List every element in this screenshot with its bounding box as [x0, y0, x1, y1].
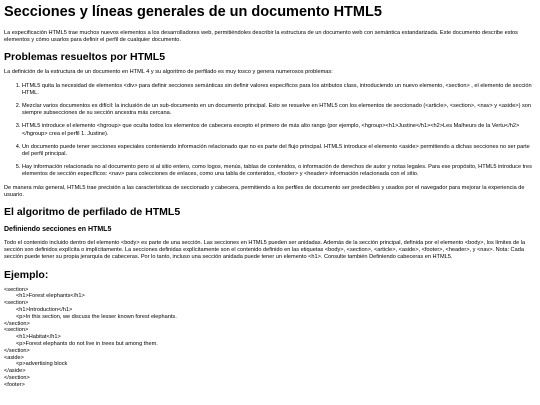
- code-line: <section>: [4, 300, 29, 307]
- code-line: <p>advertising block: [16, 361, 68, 368]
- algorithm-subheading: Definiendo secciones en HTML5: [4, 226, 112, 234]
- problems-lead: La definición de la estructura de un documento en HTML 4 y su algoritmo de perfilado es muy tosco y genera numerosos problemas:: [4, 69, 333, 76]
- intro-paragraph: La especificación HTML5 trae muchos nuevos elementos a los desarrolladores web, permitiéndoles describir la estructura de un documento web con semántica estandarizada. Este documento describe estos elementos y cómo usarlos para definir el perfil de cualquier documento.: [4, 30, 518, 44]
- code-line: <h1>Forest elephants</h1>: [16, 293, 85, 300]
- list-item: 4. Un documento puede tener secciones especiales conteniendo información relacionado que no es parte del flujo principal. HTML5 introduce el elemento <aside> permitiendo a dichas secciones no ser parte del perfil principal.: [22, 144, 536, 158]
- algorithm-body: Todo el contenido incluido dentro del elemento <body> es parte de una sección. Las secciones en HTML5 pueden ser anidadas. Además de la sección principal, definida por el elemento <body>, los límites de la sección son definidos explícita o implícitamente. La secciones definidas explícitamente son el contenido definido en las etiquetas <body>, <section>, <article>, <aside>, <footer>, <header>, y <nav>. Nota: Cada sección puede tener su propia jerarquía de cabeceras. Por lo tanto, incluso una sección anidada puede tener un elemento <h1>. Consulte también Definiendo cabeceras en HTML5.: [4, 240, 526, 261]
- problems-list: [4, 83, 536, 179]
- list-item: 5. Hay información relacionada no al documento pero si al sitio entero, como logos, menús, tablas de contenidos, o información de derechos de autor y notas legales. Para ese propósito, HTML5 introduce tres elementos de sección específicos: <nav> para colecciones de enlaces, como una tabla de contenidos, <footer> y <header> información relacionada con el sitio.: [22, 164, 536, 178]
- problems-closing: De manera más general, HTML5 trae precisión a las características de seccionado y cabecera, permitiendo a los perfiles de documento ser predecibles y usados por el navegador para mejorar la experiencia de usuario.: [4, 184, 525, 198]
- example-code: [4, 287, 536, 389]
- problems-heading: Problemas resueltos por HTML5: [4, 51, 166, 64]
- code-line: </aside>: [4, 368, 26, 375]
- list-item: 2. Mezclar varios documentos es difícil: la inclusión de un sub-documento en un documento principal. Esto se resuelve en HTML5 con los elementos de seccionado (<article>, <section>, <nav> y <aside>) son siempre subsecciones de su sección ancestra más cercana.: [22, 103, 536, 117]
- code-line: <h1>Habitat</h1>: [16, 334, 61, 341]
- code-line: <footer>: [4, 381, 25, 388]
- code-line: </section>: [4, 375, 30, 382]
- code-line: <p>Forest elephants do not live in trees but among them.: [16, 341, 158, 348]
- list-item: 3. HTML5 introduce el elemento <hgroup> que oculta todos los elementos de cabecera excepto el primero de más alto rango (por ejemplo, <hgroup><h1>Justine</h1><h2>Les Malheurs de la Vertu</h2></hgroup> crea el perfil 1. Justine).: [22, 123, 536, 137]
- code-line: <aside>: [4, 354, 24, 361]
- example-heading: Ejemplo:: [4, 268, 49, 281]
- list-item: 1. HTML5 quita la necesidad de elementos <div> para definir secciones semánticas sin definir valores específicos para los atributos class, introduciendo un nuevo elemento, <section> , el elemento de sección HTML.: [22, 83, 536, 97]
- code-line: <section>: [4, 327, 29, 334]
- page-title: Secciones y líneas generales de un documento HTML5: [4, 4, 382, 20]
- code-line: <p>In this section, we discuss the lesser known forest elephants.: [16, 313, 177, 320]
- code-line: </section>: [4, 320, 30, 327]
- code-line: <h1>Introduction</h1>: [16, 307, 73, 314]
- algorithm-heading: El algoritmo de perfilado de HTML5: [4, 206, 181, 219]
- code-line: </section>: [4, 347, 30, 354]
- code-line: <section>: [4, 286, 29, 293]
